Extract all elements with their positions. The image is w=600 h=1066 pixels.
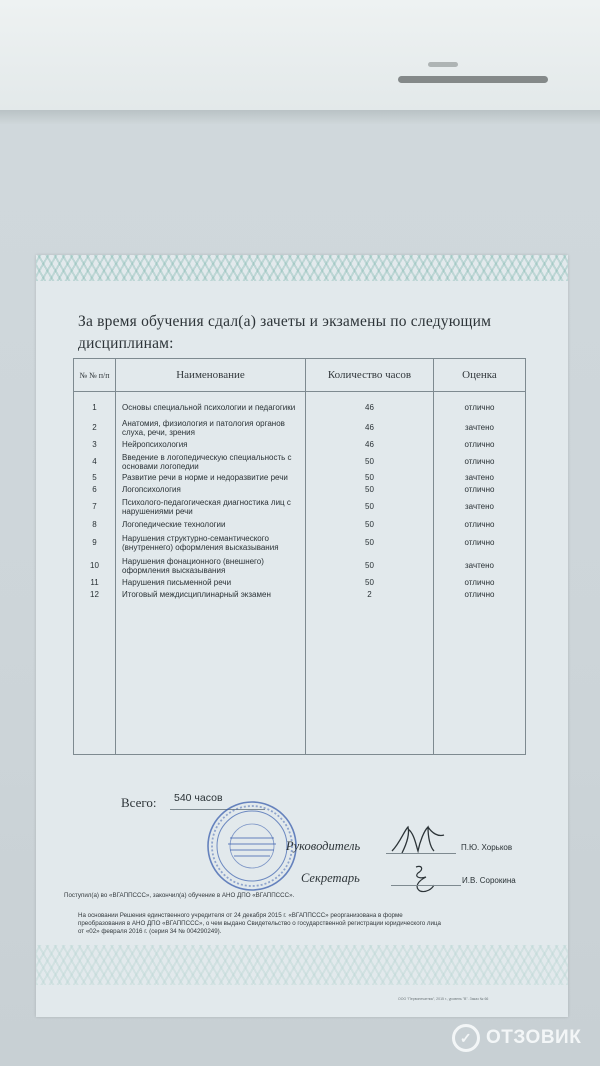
row-discipline: Логопедические технологии — [116, 518, 306, 531]
ornament-border-bottom — [36, 945, 568, 985]
page-heading — [78, 311, 558, 355]
reorganization-note-line-1: На основании Решения единственного учредителя от 24 декабря 2015 г. «ВГАППССС» реорганизована в форме — [78, 912, 403, 919]
table-row — [74, 496, 526, 518]
row-hours: 50 — [306, 484, 434, 496]
secretary-name: И.В. Сорокина — [462, 876, 516, 885]
row-hours: 50 — [306, 518, 434, 531]
heading-line-2: дисциплинам: — [78, 335, 174, 352]
row-number: 1 — [74, 392, 116, 418]
row-hours: 46 — [306, 438, 434, 452]
row-grade: отлично — [434, 484, 526, 496]
row-grade: отлично — [434, 577, 526, 589]
table-row — [74, 438, 526, 452]
row-discipline: Анатомия, физиология и патология органов слуха, речи, зрения — [116, 418, 306, 438]
table-empty-space — [74, 601, 526, 755]
dirt-smudge — [398, 76, 548, 83]
row-grade: зачтено — [434, 418, 526, 438]
reorganization-note — [78, 912, 548, 936]
reorganization-note-line-2: преобразования в АНО ДПО «ВГАППССС», о чем выдано Свидетельство о государственной регистрации юридического лица — [78, 920, 441, 927]
row-discipline: Психолого-педагогическая диагностика лиц с нарушениями речи — [116, 496, 306, 518]
director-role: Руководитель — [286, 839, 361, 853]
row-number: 3 — [74, 438, 116, 452]
row-grade: отлично — [434, 392, 526, 418]
row-number: 10 — [74, 555, 116, 577]
row-hours: 50 — [306, 555, 434, 577]
row-hours: 50 — [306, 472, 434, 484]
row-number: 11 — [74, 577, 116, 589]
reorganization-note-line-3: от «02» февраля 2016 г. (серия 34 № 004290249). — [78, 928, 222, 935]
diploma-page — [36, 255, 568, 1017]
row-hours: 50 — [306, 531, 434, 555]
row-grade: зачтено — [434, 472, 526, 484]
row-hours: 2 — [306, 589, 434, 601]
table-row — [74, 589, 526, 601]
row-discipline: Итоговый междисциплинарный экзамен — [116, 589, 306, 601]
row-grade: отлично — [434, 438, 526, 452]
header-name: Наименование — [116, 359, 306, 392]
enrollment-note: Поступил(а) во «ВГАППССС», закончил(а) обучение в АНО ДПО «ВГАППССС». — [64, 892, 295, 899]
table-row — [74, 472, 526, 484]
row-discipline: Основы специальной психологии и педагогики — [116, 392, 306, 418]
table-header-row — [74, 359, 526, 392]
row-grade: отлично — [434, 452, 526, 472]
row-number: 9 — [74, 531, 116, 555]
row-number: 4 — [74, 452, 116, 472]
row-hours: 46 — [306, 418, 434, 438]
table-row — [74, 484, 526, 496]
row-number: 12 — [74, 589, 116, 601]
table-row — [74, 518, 526, 531]
row-discipline: Развитие речи в норме и недоразвитие речи — [116, 472, 306, 484]
seal-stamp — [206, 800, 298, 892]
table-row — [74, 577, 526, 589]
printer-note: ООО "Первопечатник", 2015 г., уровень "В". Заказ № 66 — [398, 997, 489, 1001]
table-row — [74, 555, 526, 577]
row-discipline: Введение в логопедическую специальность с основами логопедии — [116, 452, 306, 472]
row-discipline: Логопсихология — [116, 484, 306, 496]
otzovik-watermark — [452, 1022, 581, 1054]
row-discipline: Нарушения фонационного (внешнего) оформления высказывания — [116, 555, 306, 577]
ornament-border-top — [36, 255, 568, 281]
director-name: П.Ю. Хорьков — [461, 843, 513, 852]
header-grade: Оценка — [434, 359, 526, 392]
row-hours: 50 — [306, 577, 434, 589]
row-discipline: Нарушения письменной речи — [116, 577, 306, 589]
row-hours: 46 — [306, 392, 434, 418]
sill-edge — [0, 110, 600, 124]
header-number: № № п/п — [74, 359, 116, 392]
otzovik-logo-icon: ✓ — [452, 1024, 480, 1052]
row-number: 2 — [74, 418, 116, 438]
heading-line-1: За время обучения сдал(а) зачеты и экзамены по следующим — [78, 313, 492, 330]
director-sign-line — [386, 853, 456, 854]
otzovik-brand-text: ОТЗОВИК — [486, 1027, 582, 1048]
director-signature — [388, 823, 446, 857]
row-grade: отлично — [434, 518, 526, 531]
header-hours: Количество часов — [306, 359, 434, 392]
row-number: 6 — [74, 484, 116, 496]
table-row — [74, 418, 526, 438]
total-label: Всего: — [121, 795, 157, 810]
secretary-role: Секретарь — [301, 871, 360, 885]
window-sill — [0, 0, 600, 110]
row-grade: зачтено — [434, 555, 526, 577]
row-grade: зачтено — [434, 496, 526, 518]
row-discipline: Нейропсихология — [116, 438, 306, 452]
grades-table — [73, 358, 526, 755]
secretary-sign-line — [391, 885, 461, 886]
row-grade: отлично — [434, 531, 526, 555]
row-hours: 50 — [306, 496, 434, 518]
row-number: 7 — [74, 496, 116, 518]
secretary-signature — [408, 861, 442, 895]
row-number: 8 — [74, 518, 116, 531]
row-hours: 50 — [306, 452, 434, 472]
row-number: 5 — [74, 472, 116, 484]
row-discipline: Нарушения структурно-семантического (внутреннего) оформления высказывания — [116, 531, 306, 555]
total-value: 540 часов — [174, 792, 223, 804]
table-row — [74, 531, 526, 555]
row-grade: отлично — [434, 589, 526, 601]
table-row — [74, 392, 526, 418]
table-row — [74, 452, 526, 472]
dirt-smudge — [428, 62, 458, 67]
